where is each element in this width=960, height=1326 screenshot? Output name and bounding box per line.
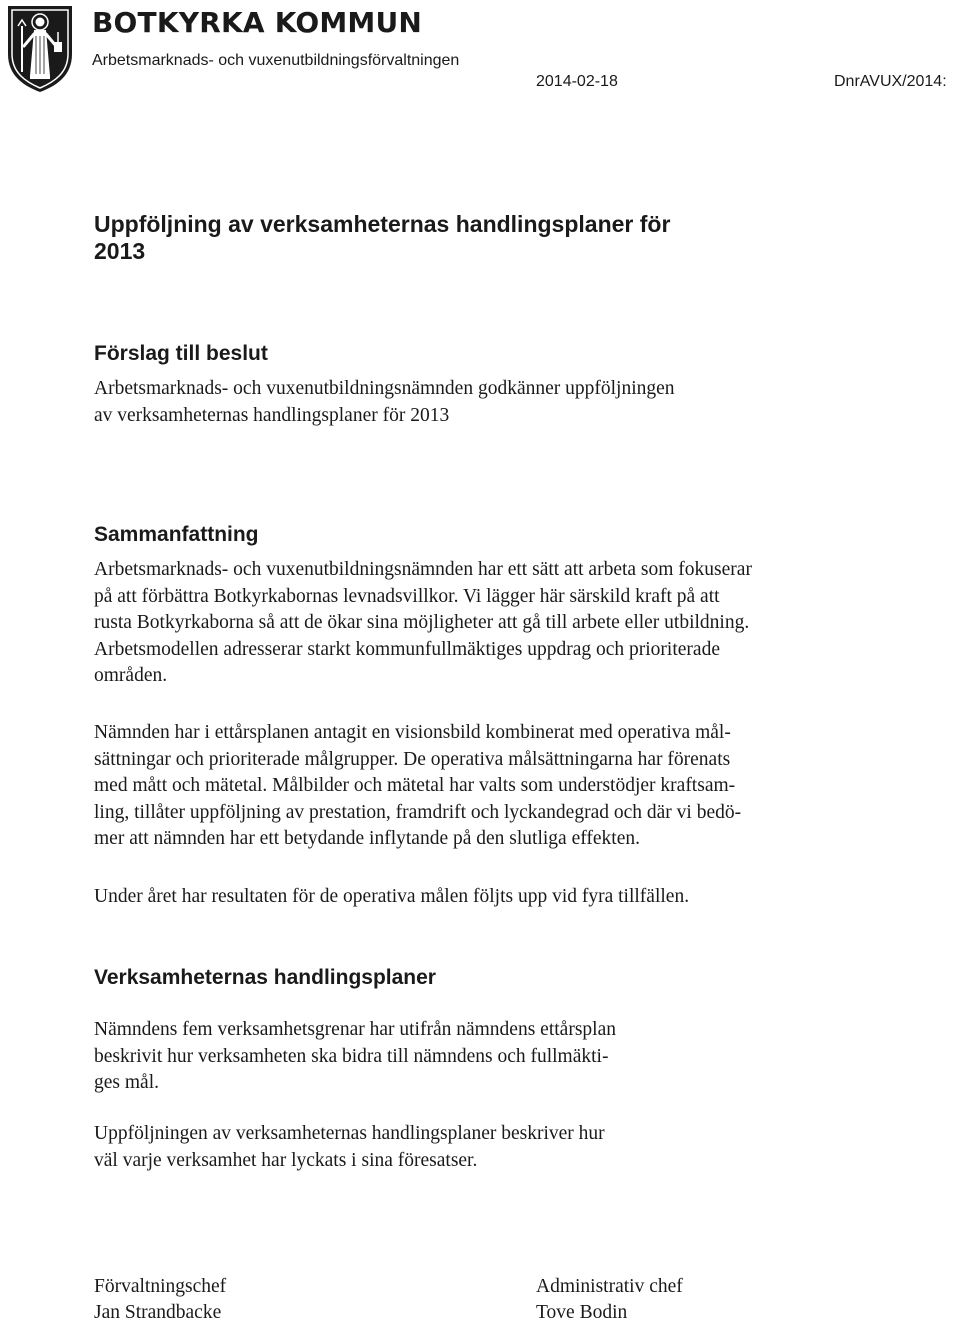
text-line: ges mål. xyxy=(94,1072,159,1093)
proposal-text xyxy=(94,376,675,429)
document-title xyxy=(94,211,794,265)
signature-name: Tove Bodin xyxy=(536,1302,628,1323)
text-line: Nämnden har i ettårsplanen antagit en visionsbild kombinerat med operativa mål- xyxy=(94,722,731,743)
text-line: Uppföljningen av verksamheternas handlingsplaner beskriver hur xyxy=(94,1123,605,1144)
text-line: mer att nämnden har ett betydande inflytande på den slutliga effekten. xyxy=(94,828,640,849)
department-name: Arbetsmarknads- och vuxenutbildningsförvaltningen xyxy=(92,52,460,69)
text-line: Under året har resultaten för de operativa målen följts upp vid fyra tillfällen. xyxy=(94,886,690,907)
text-line: väl varje verksamhet har lyckats i sina föresatser. xyxy=(94,1149,478,1171)
coat-of-arms-icon xyxy=(4,2,76,94)
text-line: med mått och mätetal. Målbilder och mätetal har valts som understödjer kraftsam- xyxy=(94,775,736,796)
plans-paragraph-1 xyxy=(94,1017,616,1097)
text-line: Arbetsmarknads- och vuxenutbildningsnämnden godkänner uppföljningen xyxy=(94,378,675,399)
plans-heading: Verksamheternas handlingsplaner xyxy=(94,966,436,989)
text-line: av verksamheternas handlingsplaner för 2013 xyxy=(94,404,450,426)
text-line: sättningar och prioriterade målgrupper. De operativa målsättningarna har förenats xyxy=(94,748,731,770)
text-line: beskrivit hur verksamheten ska bidra till nämndens och fullmäkti- xyxy=(94,1045,609,1067)
title-line: Uppföljning av verksamheternas handlingsplaner för xyxy=(94,211,671,237)
summary-heading: Sammanfattning xyxy=(94,523,259,546)
text-line: områden. xyxy=(94,665,168,686)
document-reference: DnrAVUX/2014: xyxy=(834,73,947,90)
summary-paragraph-1 xyxy=(94,557,752,690)
proposal-heading: Förslag till beslut xyxy=(94,342,268,365)
signature-block-left xyxy=(94,1274,226,1326)
signature-role: Administrativ chef xyxy=(536,1276,683,1297)
summary-paragraph-2 xyxy=(94,720,741,853)
text-line: på att förbättra Botkyrkabornas levnadsvillkor. Vi lägger här särskild kraft på att xyxy=(94,585,720,607)
text-line: Arbetsmarknads- och vuxenutbildningsnämnden har ett sätt att arbeta som fokuserar xyxy=(94,559,752,580)
signature-role: Förvaltningschef xyxy=(94,1276,227,1297)
text-line: Arbetsmodellen adresserar starkt kommunfullmäktiges uppdrag och prioriterade xyxy=(94,638,720,660)
document-date: 2014-02-18 xyxy=(536,73,618,90)
organization-name: BOTKYRKA KOMMUN xyxy=(92,6,423,39)
summary-paragraph-3 xyxy=(94,884,689,911)
text-line: ling, tillåter uppföljning av prestation, framdrift och lyckandegrad och där vi bedö- xyxy=(94,801,742,823)
signature-block-right xyxy=(536,1274,683,1326)
text-line: Nämndens fem verksamhetsgrenar har utifrån nämndens ettårsplan xyxy=(94,1019,616,1040)
title-line: 2013 xyxy=(94,238,146,264)
signature-name: Jan Strandbacke xyxy=(94,1302,222,1323)
plans-paragraph-2 xyxy=(94,1121,605,1174)
text-line: rusta Botkyrkaborna så att de ökar sina möjligheter att gå till arbete eller utbildning. xyxy=(94,612,750,633)
